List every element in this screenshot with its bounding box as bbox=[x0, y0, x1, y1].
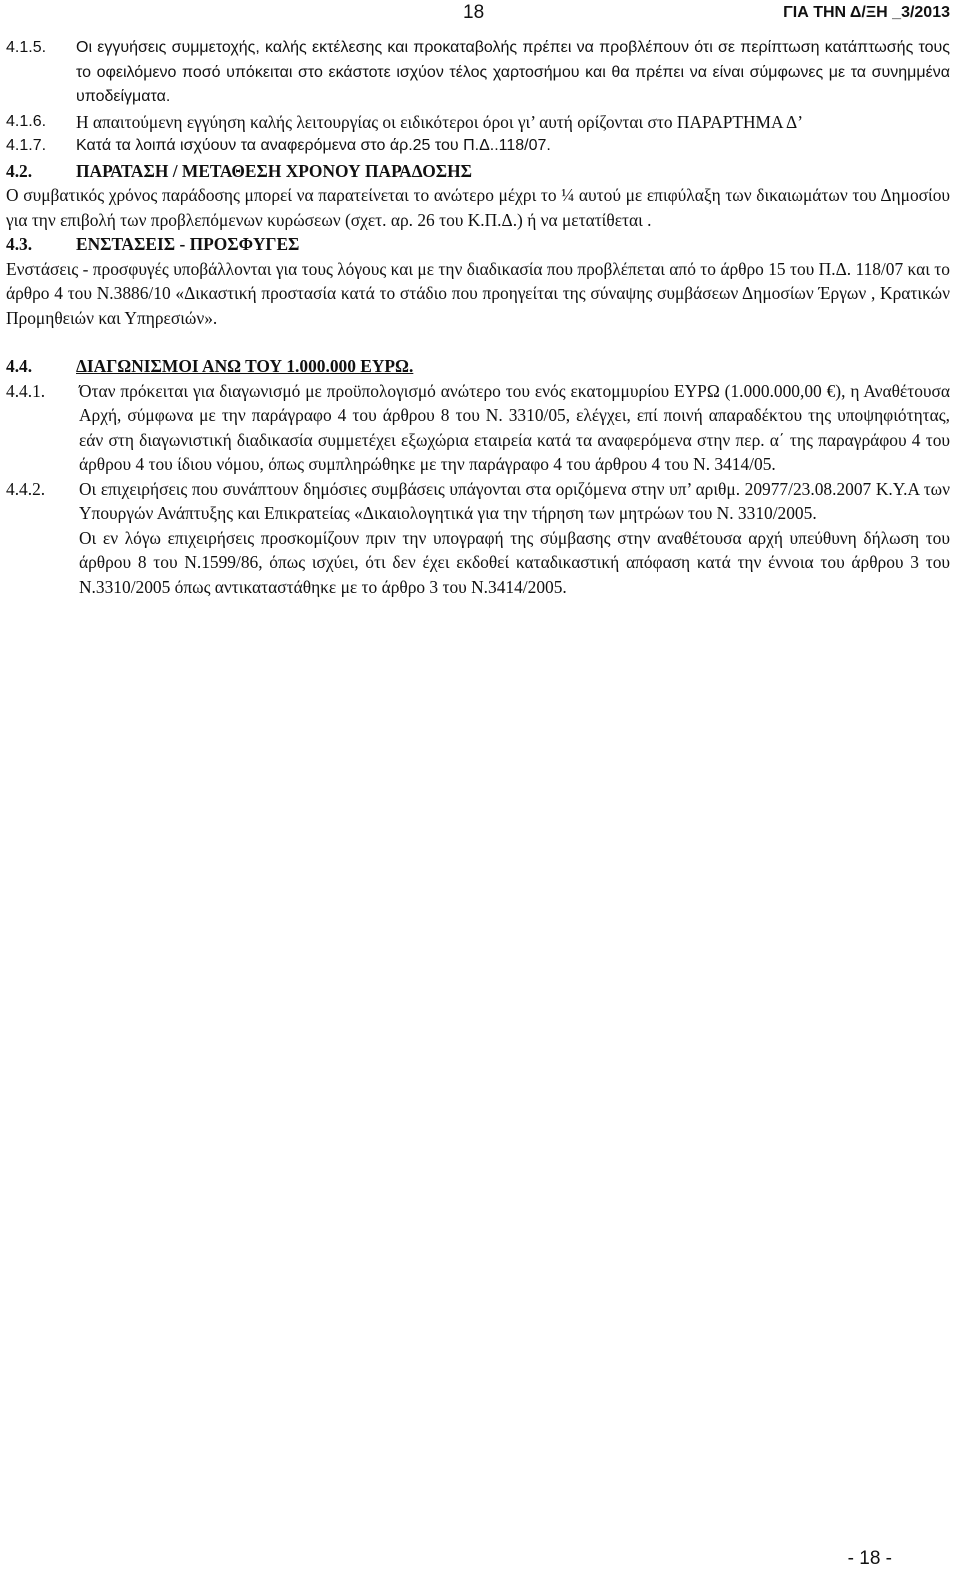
clause-4-4-2 bbox=[6, 477, 950, 526]
section-4-2-heading bbox=[6, 159, 950, 184]
clause-number: 4.4.1. bbox=[6, 380, 46, 401]
section-title: ΕΝΣΤΑΣΕΙΣ - ΠΡΟΣΦΥΓΕΣ bbox=[76, 234, 300, 254]
section-4-3-text: Ενστάσεις - προσφυγές υποβάλλονται για τους λόγους και με την διαδικασία που προβλέπεται από το άρθρο 15 του Π.Δ. 118/07 και το άρθρο 4 του Ν.3886/10 «Δικαστική προστασία κατά το στάδιο που προηγείται της σύναψης συμβάσεων Δημοσίων Έργων , Κρατικών Προμηθειών και Υπηρεσιών». bbox=[6, 258, 950, 328]
section-4-2-text: Ο συμβατικός χρόνος παράδοσης μπορεί να παρατείνεται το ανώτερο μέχρι το ¼ αυτού με επιφύλαξη των δικαιωμάτων του Δημοσίου για την επιβολή των προβλεπόμενων κυρώσεων (σχετ. αρ. 26 του Κ.Π.Δ.) ή να μετατίθεται . bbox=[6, 185, 950, 230]
clause-number: 4.4.2. bbox=[6, 478, 46, 499]
footer-page-label: - 18 - bbox=[847, 1548, 892, 1569]
section-4-4-heading bbox=[6, 354, 950, 379]
section-4-3-heading bbox=[6, 232, 950, 257]
section-title: ΔΙΑΓΩΝΙΣΜΟΙ ΑΝΩ ΤΟΥ 1.000.000 ΕΥΡΩ. bbox=[76, 356, 414, 376]
clause-4-4-2-continued: Οι εν λόγω επιχειρήσεις προσκομίζουν πριν την υπογραφή της σύμβασης στην αναθέτουσα αρχή υπεύθυνη δήλωση του άρθρου 8 του Ν.1599/86, όπως ισχύει, ότι δεν έχει εκδοθεί καταδικαστική απόφαση κατά την έννοια του άρθρου 3 του Ν.3310/2005 όπως αντικαταστάθηκε με το άρθρο 3 του Ν.3414/2005. bbox=[79, 527, 950, 597]
spacer bbox=[6, 330, 950, 354]
clause-4-1-6 bbox=[6, 110, 950, 135]
section-number: 4.3. bbox=[6, 234, 33, 254]
clause-4-1-7 bbox=[6, 134, 950, 159]
clause-text: Οι εγγυήσεις συμμετοχής, καλής εκτέλεσης και προκαταβολής πρέπει να προβλέπουν ότι σε περίπτωση κατάπτωσής τους το οφειλόμενο ποσό υπόκειται στο εκάστοτε ισχύον τέλος χαρτοσήμου και θα πρέπει να είναι σύμφωνες με τα συνημμένα υποδείγματα. bbox=[76, 39, 950, 105]
clause-number: 4.1.5. bbox=[6, 39, 47, 56]
document-body bbox=[6, 36, 950, 599]
section-number: 4.2. bbox=[6, 160, 33, 181]
clause-text: Όταν πρόκειται για διαγωνισμό με προϋπολογισμό ανώτερο του ενός εκατομμυρίου ΕΥΡΩ (1.000.000,00 €), η Αναθέτουσα Αρχή, σύμφωνα με την παράγραφο 4 του άρθρου 8 του Ν. 3310/05, ελέγχει, επί ποινή απαραδέκτου της υποψηφιότητας, εάν στη διαγωνιστική διαδικασία συμμετέχει εξωχώρια εταιρεία κατά τα αναφερόμενα στην περ. α΄ της παραγράφου 4 του άρθρου 4 του ίδιου νόμου, όπως συμπληρώθηκε με την παράγραφο 4 του άρθρου 4 του Ν. 3414/05. bbox=[79, 380, 950, 474]
header-page-number: 18 bbox=[463, 2, 485, 23]
clause-text: Οι επιχειρήσεις που συνάπτουν δημόσιες συμβάσεις υπάγονται στα οριζόμενα στην υπ’ αριθμ. 20977/23.08.2007 Κ.Υ.Α των Υπουργών Ανάπτυξης και Επικρατείας «Δικαιολογητικά για την τήρηση των μητρώων του Ν. 3310/2005. bbox=[79, 478, 950, 523]
clause-4-4-1 bbox=[6, 379, 950, 477]
clause-4-1-5 bbox=[6, 36, 950, 110]
section-number: 4.4. bbox=[6, 356, 33, 376]
section-title: ΠΑΡΑΤΑΣΗ / ΜΕΤΑΘΕΣΗ ΧΡΟΝΟΥ ΠΑΡΑΔΟΣΗΣ bbox=[76, 160, 472, 181]
clause-text: Κατά τα λοιπά ισχύουν τα αναφερόμενα στο άρ.25 του Π.Δ..118/07. bbox=[76, 137, 551, 154]
header-document-reference: ΓΙΑ ΤΗΝ Δ/ΞΗ _3/2013 bbox=[783, 4, 950, 21]
clause-number: 4.1.7. bbox=[6, 137, 47, 154]
clause-number: 4.1.6. bbox=[6, 112, 47, 130]
clause-text: Η απαιτούμενη εγγύηση καλής λειτουργίας οι ειδικότεροι όροι γι’ αυτή ορίζονται στο ΠΑΡΑΡΤΗΜΑ Δ’ bbox=[76, 111, 803, 132]
